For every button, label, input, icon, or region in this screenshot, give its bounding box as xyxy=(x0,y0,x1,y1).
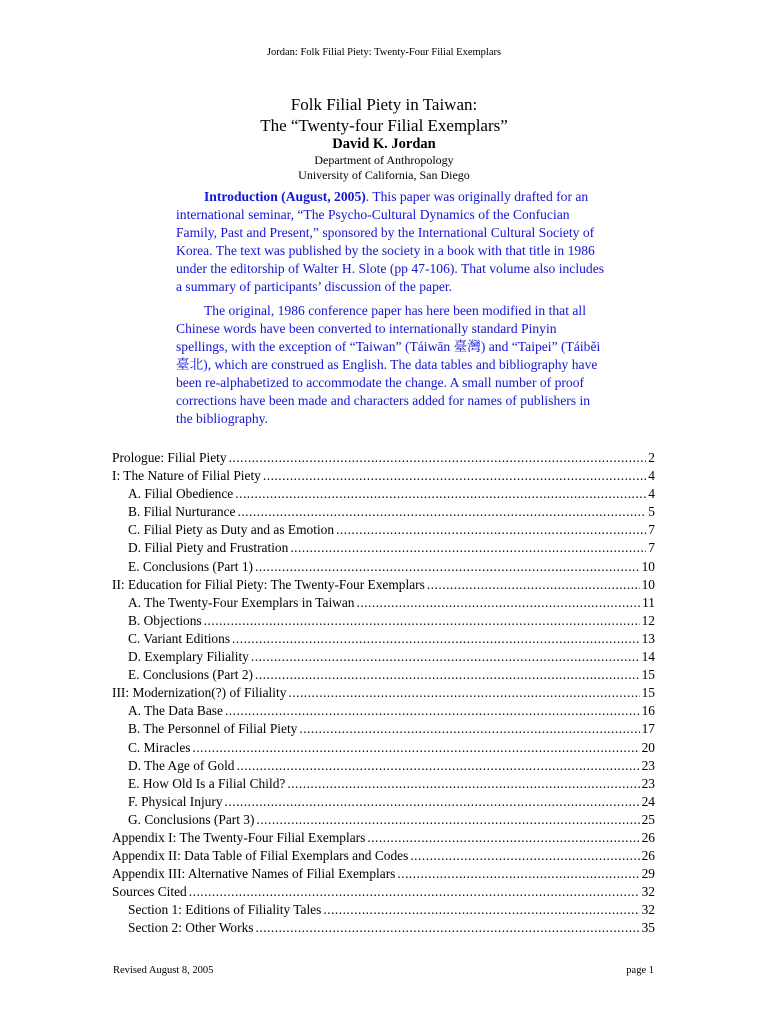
toc-entry[interactable] xyxy=(112,812,655,830)
toc-leader-dots xyxy=(235,486,646,502)
toc-leader-dots xyxy=(397,866,639,882)
toc-entry[interactable] xyxy=(112,577,655,595)
toc-leader-dots xyxy=(189,884,640,900)
toc-entry-page: 23 xyxy=(641,775,655,791)
toc-entry-page: 35 xyxy=(641,920,655,936)
toc-entry-page: 32 xyxy=(641,884,655,900)
toc-leader-dots xyxy=(232,631,640,647)
toc-entry-page: 25 xyxy=(641,811,655,827)
running-header: Jordan: Folk Filial Piety: Twenty-Four Filial Exemplars xyxy=(266,47,502,58)
toc-entry[interactable] xyxy=(112,613,655,631)
toc-entry-title: B. Objections xyxy=(128,612,202,628)
toc-entry[interactable] xyxy=(112,866,655,884)
toc-entry-page: 4 xyxy=(648,486,655,502)
toc-entry-title: E. Conclusions (Part 1) xyxy=(128,558,253,574)
toc-entry[interactable] xyxy=(112,703,655,721)
toc-entry-title: Appendix II: Data Table of Filial Exemplars and Codes xyxy=(112,848,409,864)
toc-entry-page: 14 xyxy=(641,649,655,665)
toc-entry[interactable] xyxy=(112,740,655,758)
toc-entry-title: Appendix III: Alternative Names of Filial Exemplars xyxy=(112,866,396,882)
toc-leader-dots xyxy=(229,450,647,466)
introduction xyxy=(176,188,608,434)
toc-entry[interactable] xyxy=(112,794,655,812)
intro-paragraph-1-text: . This paper was originally drafted for an international seminar, “The Psycho-Cultural Dynamics of the Confucian Family, Past and Present,” sponsored by the International Cultural Society of Korea. The text was published by the society in a book with that title in 1986 under the editorship of Walter H. Slote (pp 47-106). That volume also includes a summary of participants’ discussion of the paper. xyxy=(176,189,605,294)
title-block xyxy=(0,94,768,183)
toc-leader-dots xyxy=(192,740,639,756)
toc-entry-title: D. Exemplary Filiality xyxy=(128,649,249,665)
paper-title-line-1: Folk Filial Piety in Taiwan: xyxy=(290,95,478,114)
toc-entry-title: B. Filial Nurturance xyxy=(128,504,236,520)
toc-entry-title: D. Filial Piety and Frustration xyxy=(128,540,289,556)
toc-entry-title: D. The Age of Gold xyxy=(128,757,235,773)
toc-entry-page: 12 xyxy=(641,612,655,628)
toc-entry-title: I: The Nature of Filial Piety xyxy=(112,468,261,484)
page-number: page 1 xyxy=(626,965,654,976)
toc-entry[interactable] xyxy=(112,830,655,848)
toc-entry-page: 10 xyxy=(641,576,655,592)
toc-entry[interactable] xyxy=(112,468,655,486)
department: Department of Anthropology xyxy=(314,153,454,167)
toc-entry[interactable] xyxy=(112,450,655,468)
toc-leader-dots xyxy=(251,649,640,665)
toc-leader-dots xyxy=(256,920,640,936)
toc-entry[interactable] xyxy=(112,667,655,685)
toc-entry[interactable] xyxy=(112,848,655,866)
toc-entry-page: 4 xyxy=(648,468,655,484)
toc-entry[interactable] xyxy=(112,504,655,522)
intro-paragraph-1 xyxy=(176,188,608,296)
toc-leader-dots xyxy=(290,540,646,556)
toc-entry[interactable] xyxy=(112,486,655,504)
toc-leader-dots xyxy=(410,848,639,864)
toc-entry-title: A. The Twenty-Four Exemplars in Taiwan xyxy=(128,594,355,610)
intro-heading: Introduction (August, 2005) xyxy=(204,189,366,204)
toc-entry-page: 2 xyxy=(648,450,655,465)
toc-entry-title: A. Filial Obedience xyxy=(128,486,234,502)
toc-leader-dots xyxy=(356,595,640,611)
toc-leader-dots xyxy=(288,685,639,701)
toc-leader-dots xyxy=(204,613,640,629)
toc-leader-dots xyxy=(255,667,640,683)
toc-entry-page: 29 xyxy=(641,866,655,882)
toc-entry[interactable] xyxy=(112,721,655,739)
toc-leader-dots xyxy=(255,559,640,575)
toc-leader-dots xyxy=(237,758,640,774)
toc-entry-page: 32 xyxy=(641,902,655,918)
toc-entry-page: 23 xyxy=(641,757,655,773)
toc-leader-dots xyxy=(323,902,639,918)
toc-entry-title: II: Education for Filial Piety: The Twenty-Four Exemplars xyxy=(112,576,425,592)
toc-entry[interactable] xyxy=(112,902,655,920)
toc-entry-title: C. Variant Editions xyxy=(128,630,231,646)
toc-leader-dots xyxy=(225,794,640,810)
toc-entry[interactable] xyxy=(112,758,655,776)
intro-paragraph-2: The original, 1986 conference paper has here been modified in that all Chinese words have been converted to internationally standard Pinyin spellings, with the exception of “Taiwan” (Táiwān 臺灣) and “Taipei” (Táiběi 臺北), which are construed as English. The data tables and bibliography have been re-alphabetized to accommodate the change. A small number of proof corrections have been made and characters added for names of publishers in the bibliography. xyxy=(176,303,601,426)
toc-entry-title: Sources Cited xyxy=(112,884,187,900)
toc-entry[interactable] xyxy=(112,920,655,938)
toc-entry-title: C. Miracles xyxy=(128,739,191,755)
toc-leader-dots xyxy=(256,812,639,828)
toc-entry-page: 7 xyxy=(648,540,655,556)
toc-entry[interactable] xyxy=(112,595,655,613)
toc-entry[interactable] xyxy=(112,559,655,577)
toc-entry-title: G. Conclusions (Part 3) xyxy=(128,811,255,827)
toc-entry-page: 11 xyxy=(642,594,655,610)
toc-entry-title: Appendix I: The Twenty-Four Filial Exemplars xyxy=(112,829,366,845)
toc-entry-page: 10 xyxy=(641,558,655,574)
toc-entry-page: 15 xyxy=(641,685,655,701)
toc-entry-page: 26 xyxy=(641,848,655,864)
toc-leader-dots xyxy=(336,522,646,538)
toc-leader-dots xyxy=(427,577,640,593)
toc-leader-dots xyxy=(367,830,639,846)
toc-leader-dots xyxy=(237,504,646,520)
toc-leader-dots xyxy=(299,721,639,737)
paper-title-line-2: The “Twenty-four Filial Exemplars” xyxy=(260,116,508,135)
toc-entry-title: F. Physical Injury xyxy=(128,793,223,809)
toc-entry[interactable] xyxy=(112,776,655,794)
toc-entry-title: A. The Data Base xyxy=(128,703,223,719)
toc-entry-title: E. How Old Is a Filial Child? xyxy=(128,775,286,791)
toc-entry-page: 24 xyxy=(641,793,655,809)
toc-entry-page: 17 xyxy=(641,721,655,737)
toc-entry[interactable] xyxy=(112,685,655,703)
toc-entry[interactable] xyxy=(112,649,655,667)
toc-entry-title: B. The Personnel of Filial Piety xyxy=(128,721,298,737)
toc-entry-title: Prologue: Filial Piety xyxy=(112,450,227,465)
toc-entry-title: III: Modernization(?) of Filiality xyxy=(112,685,287,701)
revision-date: Revised August 8, 2005 xyxy=(113,965,214,976)
toc-entry[interactable] xyxy=(112,540,655,558)
toc-entry[interactable] xyxy=(112,631,655,649)
toc-leader-dots xyxy=(263,468,646,484)
toc-entry-page: 13 xyxy=(641,630,655,646)
toc-leader-dots xyxy=(287,776,639,792)
table-of-contents xyxy=(112,450,655,939)
toc-entry[interactable] xyxy=(112,884,655,902)
toc-entry-page: 16 xyxy=(641,703,655,719)
author-name: David K. Jordan xyxy=(332,136,436,152)
toc-entry-page: 7 xyxy=(648,522,655,538)
university: University of California, San Diego xyxy=(298,168,470,182)
toc-entry-title: Section 1: Editions of Filiality Tales xyxy=(128,902,322,918)
toc-entry-page: 26 xyxy=(641,829,655,845)
toc-entry-title: C. Filial Piety as Duty and as Emotion xyxy=(128,522,335,538)
toc-entry-page: 5 xyxy=(648,504,655,520)
toc-entry-title: E. Conclusions (Part 2) xyxy=(128,667,253,683)
toc-leader-dots xyxy=(225,703,640,719)
toc-entry-page: 15 xyxy=(641,667,655,683)
toc-entry-title: Section 2: Other Works xyxy=(128,920,254,936)
toc-entry[interactable] xyxy=(112,522,655,540)
toc-entry-page: 20 xyxy=(641,739,655,755)
